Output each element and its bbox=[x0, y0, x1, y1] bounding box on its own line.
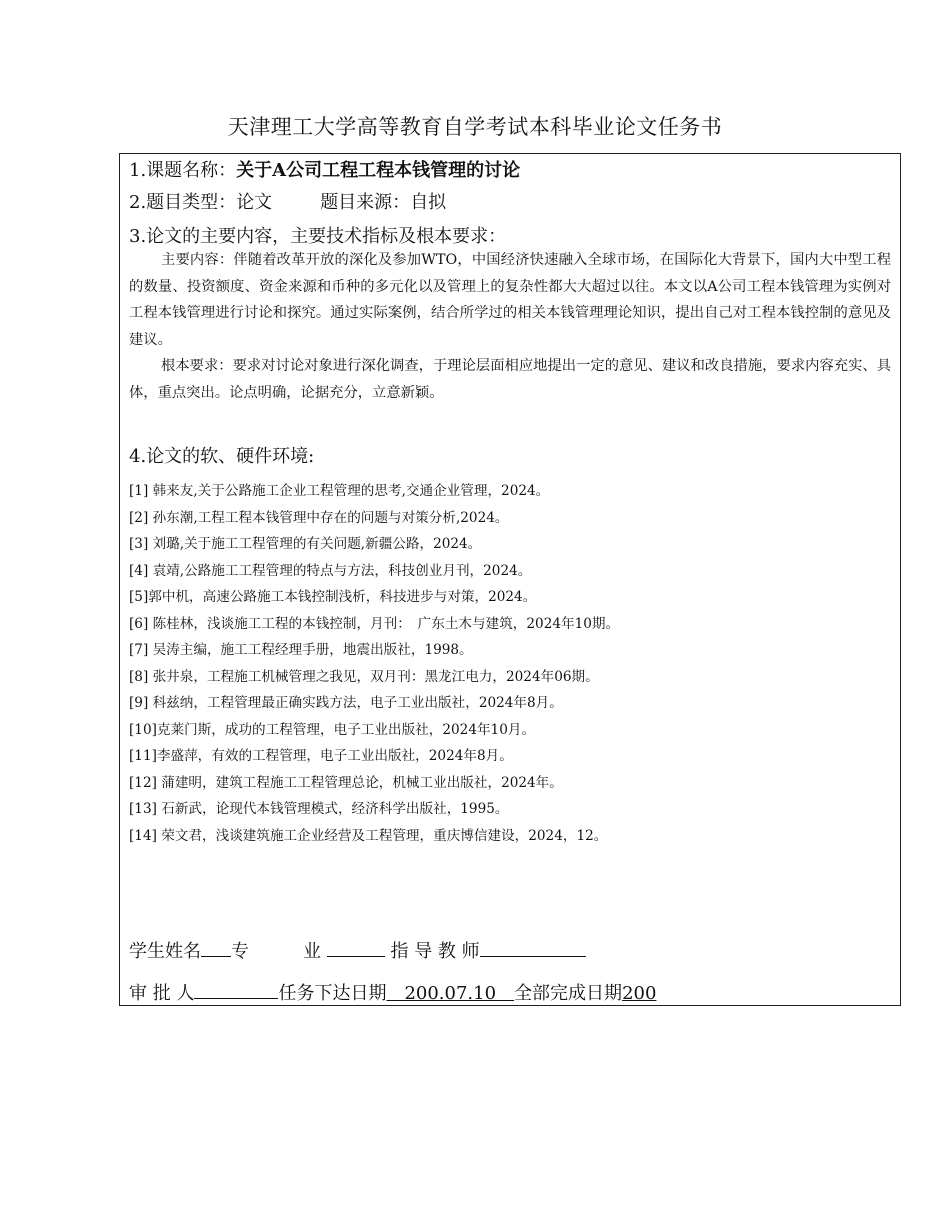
basic-requirement-paragraph: 根本要求：要求对讨论对象进行深化调查，于理论层面相应地提出一定的意见、建议和改良措施，要求内容充实、具体，重点突出。论点明确，论据充分，立意新颖。 bbox=[129, 358, 891, 401]
document-title: 天津理工大学高等教育自学考试本科毕业论文任务书 bbox=[227, 115, 723, 139]
approver-label: 审 批 人 bbox=[129, 983, 195, 1004]
source-label: 题目来源： bbox=[320, 192, 411, 213]
topic-label: 1.课题名称： bbox=[129, 160, 237, 181]
reference-item: [5]郭中机，高速公路施工本钱控制浅析，科技进步与对策，2024。 bbox=[129, 589, 537, 605]
reference-item: [10]克莱门斯，成功的工程管理，电子工业出版社，2024年10月。 bbox=[129, 721, 536, 738]
reference-item: [3] 刘璐,关于施工工程管理的有关问题,新疆公路，2024。 bbox=[129, 536, 482, 552]
section4-heading: 4.论文的软、硬件环境: bbox=[129, 446, 315, 467]
reference-item: [13] 石新武，论现代本钱管理模式，经济科学出版社，1995。 bbox=[129, 801, 509, 817]
type-row bbox=[129, 188, 446, 214]
major-blank bbox=[327, 937, 385, 957]
section3-heading: 3.论文的主要内容，主要技术指标及根本要求： bbox=[129, 226, 507, 247]
signature-row-approval bbox=[129, 979, 656, 1005]
issue-date-value: 200.07.10 bbox=[386, 983, 515, 1004]
topic-value: 关于A公司工程工程本钱管理的讨论 bbox=[236, 160, 521, 181]
reference-item: [1] 韩来友,关于公路施工企业工程管理的思考,交通企业管理，2024。 bbox=[129, 483, 550, 499]
reference-item: [2] 孙东潮,工程工程本钱管理中存在的问题与对策分析,2024。 bbox=[129, 509, 509, 526]
student-name-label: 学生姓名 bbox=[129, 941, 201, 962]
type-label: 2.题目类型： bbox=[129, 192, 237, 213]
topic-row bbox=[129, 156, 520, 182]
reference-item: [8] 张井泉，工程施工机械管理之我见，双月刊：黑龙江电力，2024年06期。 bbox=[129, 668, 599, 685]
major-label: 专 业 bbox=[231, 941, 321, 962]
issue-date-label: 任务下达日期 bbox=[278, 983, 387, 1004]
reference-item: [6] 陈桂林，浅谈施工工程的本钱控制，月刊： 广东土木与建筑，2024年10期。 bbox=[129, 615, 620, 632]
student-name-blank bbox=[201, 937, 231, 957]
advisor-label: 指 导 教 师 bbox=[390, 941, 480, 962]
type-value: 论文 bbox=[236, 192, 273, 213]
reference-item: [9] 科兹纳，工程管理最正确实践方法，电子工业出版社，2024年8月。 bbox=[129, 695, 563, 711]
reference-item: [12] 蒲建明，建筑工程施工工程管理总论，机械工业出版社，2024年。 bbox=[129, 774, 563, 791]
source-value: 自拟 bbox=[410, 192, 447, 213]
reference-item: [4] 袁靖,公路施工工程管理的特点与方法，科技创业月刊，2024。 bbox=[129, 562, 532, 579]
reference-list bbox=[129, 478, 889, 849]
complete-date-label: 全部完成日期 bbox=[514, 983, 623, 1004]
approver-blank bbox=[194, 979, 278, 999]
reference-item: [7] 吴涛主编，施工工程经理手册，地震出版社，1998。 bbox=[129, 642, 473, 658]
main-content-paragraph: 主要内容：伴随着改革开放的深化及参加WTO，中国经济快速融入全球市场，在国际化大背景下，国内大中型工程的数量、投资额度、资金来源和币种的多元化以及管理上的复杂性都大大超过以往。本文以A公司工程本钱管理为实例对工程本钱管理进行讨论和探究。通过实际案例，结合所学过的相关本钱管理理论知识，提出自己对工程本钱控制的意见及建议。 bbox=[129, 252, 891, 348]
signature-row-student bbox=[129, 937, 586, 963]
reference-item: [14] 荣文君，浅谈建筑施工企业经营及工程管理，重庆博信建设，2024，12。 bbox=[129, 827, 608, 844]
reference-item: [11]李盛萍，有效的工程管理，电子工业出版社，2024年8月。 bbox=[129, 748, 513, 764]
advisor-blank bbox=[480, 937, 586, 957]
complete-date-value: 200 bbox=[622, 983, 657, 1004]
